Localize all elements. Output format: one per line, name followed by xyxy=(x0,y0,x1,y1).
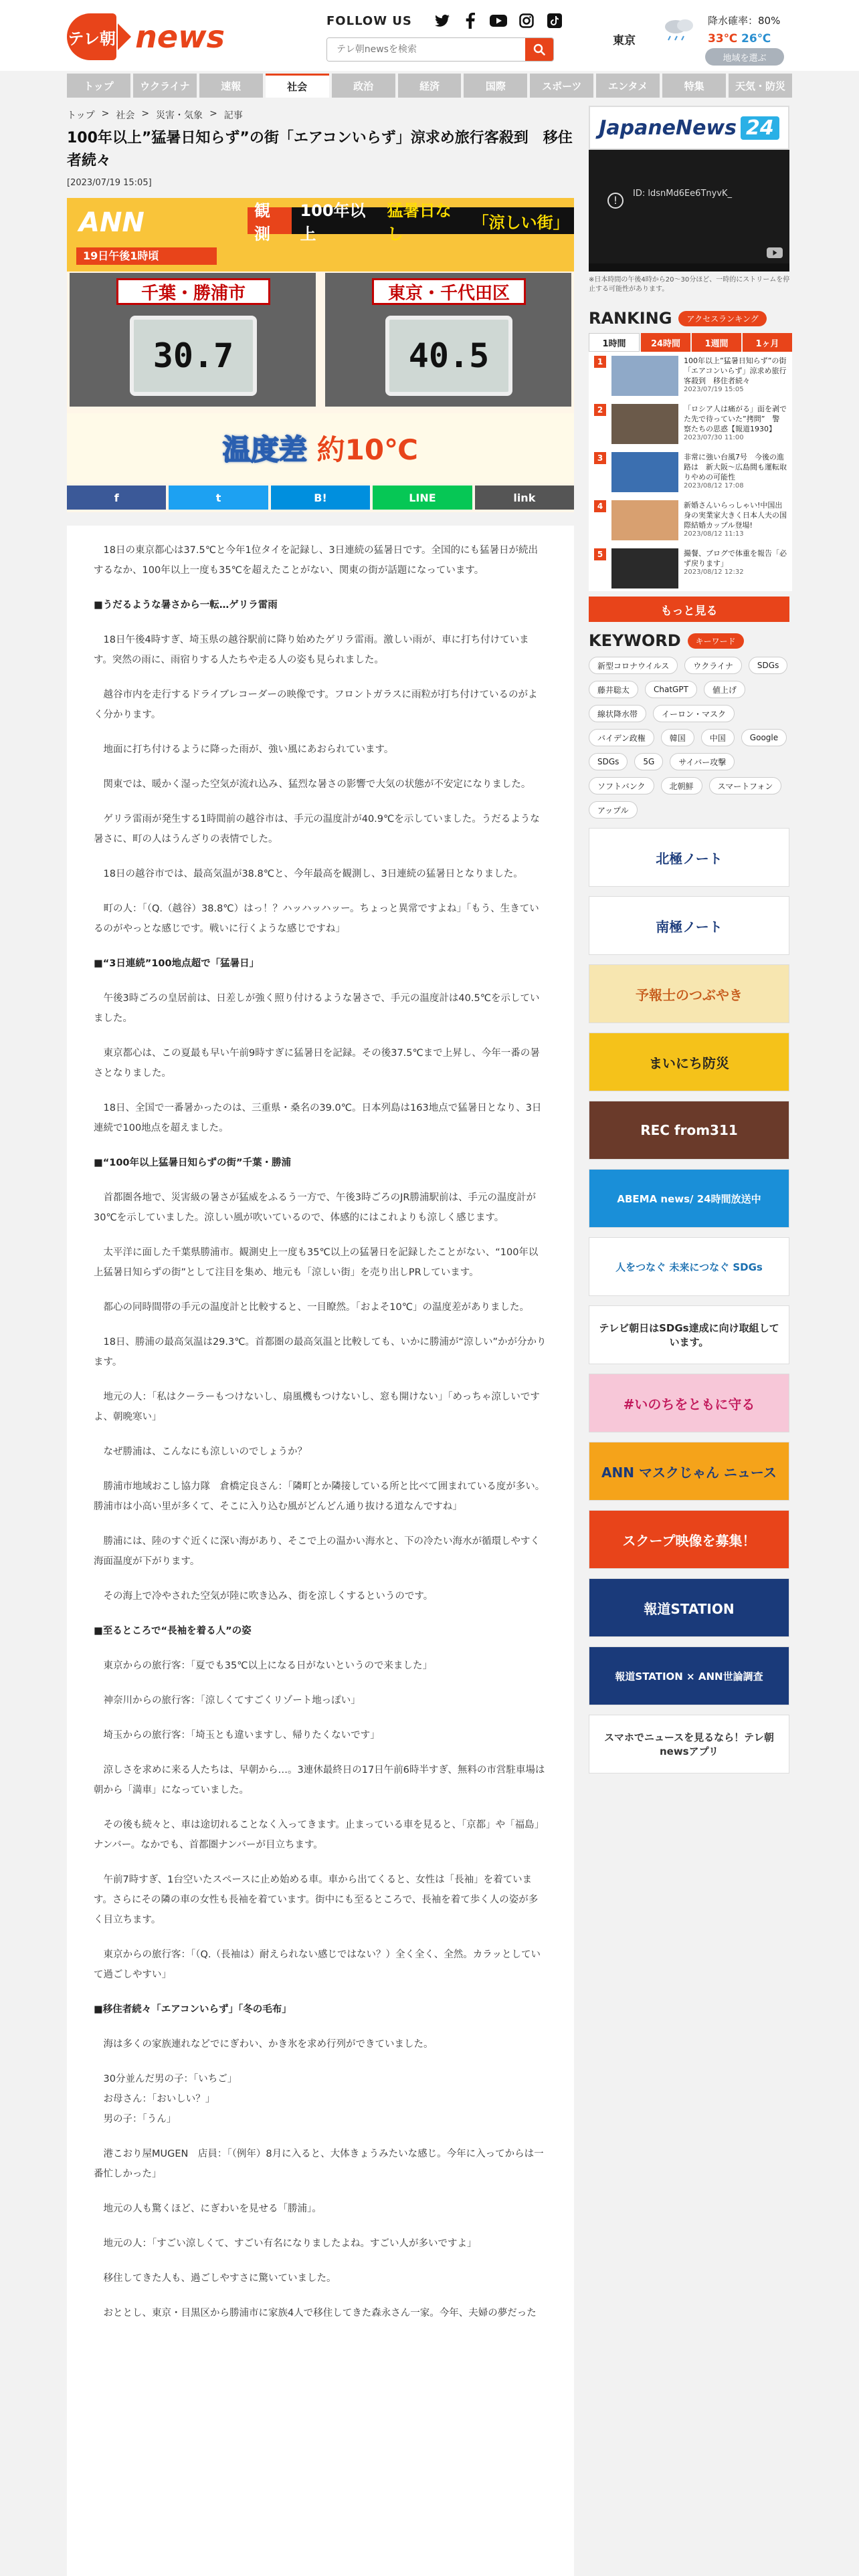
sidebar-banner[interactable]: 人をつなぐ 未来につなぐ SDGs xyxy=(589,1237,789,1296)
keyword-tag[interactable]: 中国 xyxy=(701,729,735,746)
keyword-tag[interactable]: SDGs xyxy=(589,753,628,770)
sidebar-banner[interactable]: #いのちをともに守る xyxy=(589,1374,789,1432)
ranking-item[interactable] xyxy=(594,500,787,543)
ranking-headline: 撮餐、ブログで体重を報告「必ず戻ります」 xyxy=(684,549,787,568)
twitter-icon[interactable] xyxy=(434,12,451,29)
ranking-text-block xyxy=(684,548,787,576)
ranking-date: 2023/08/12 17:08 xyxy=(684,482,744,490)
japannews24-player[interactable] xyxy=(589,106,789,272)
breadcrumb-item[interactable]: 社会 xyxy=(116,110,135,121)
ranking-list xyxy=(589,352,792,591)
rain-probability: 降水確率：80% xyxy=(708,15,781,27)
video-player[interactable] xyxy=(589,150,789,263)
temp-low: 26℃ xyxy=(741,32,771,45)
ranking-number: 3 xyxy=(594,452,606,464)
article-paragraph: 海は多くの家族連れなどでにぎわい、かき氷を求め行列ができていました。 xyxy=(94,2039,434,2050)
article-paragraph: 18日午後4時すぎ、埼玉県の越谷駅前に降り始めたゲリラ雷雨。激しい雨が、車に打ち付けています。突然の雨に、雨宿りする人たちや走る人の姿も見られました。 xyxy=(94,635,529,665)
sidebar-banner[interactable]: ANN マスクじゃん ニュース xyxy=(589,1442,789,1501)
warning-icon: ! xyxy=(607,193,624,209)
left-thermometer-panel xyxy=(70,273,316,407)
keyword-tag[interactable]: 新型コロナウイルス xyxy=(589,657,678,674)
ranking-number: 4 xyxy=(594,500,606,512)
article-paragraph: 太平洋に面した千葉県勝浦市。観測史上一度も35℃以上の猛暑日を記録したことがない、“100年以上猛暑日知らずの街”として注目を集め、地元も「涼しい街」を売り出しPRしています。 xyxy=(94,1247,539,1278)
article-paragraph: その後も続々と、車は途切れることなく入ってきます。止まっている車を見ると、「京都」や「福島」ナンバー。なかでも、首都圏ナンバーが目立ちます。 xyxy=(94,1820,545,1850)
article-body xyxy=(67,526,574,2576)
keyword-tag[interactable]: ChatGPT xyxy=(645,681,697,698)
keyword-tag[interactable]: ソフトバンク xyxy=(589,777,654,794)
article-subheading: ■“100年以上猛暑日知らずの街”千葉・勝浦 xyxy=(94,1158,292,1168)
keyword-tag[interactable]: 北朝鮮 xyxy=(661,777,702,794)
ranking-text-block xyxy=(684,356,787,393)
nav-item[interactable]: 速報 xyxy=(199,74,263,98)
region-select-button[interactable]: 地域を選ぶ xyxy=(705,48,784,66)
jn-note: ※日本時間の午後4時から20～30分ほど、一時的にストリームを停止する可能性があります。 xyxy=(589,276,790,293)
keyword-heading xyxy=(589,631,792,650)
banner-list xyxy=(589,828,792,1774)
keyword-title: KEYWORD xyxy=(589,631,681,650)
ranking-thumbnail xyxy=(611,404,678,444)
weather-city: 東京 xyxy=(613,34,636,47)
article-paragraph: 18日の東京都心は37.5℃と今年1位タイを記録し、3日連続の猛暑日です。全国的にも猛暑日が続出するなか、100年以上一度も35℃を超えたことがない、関東の街が話題になっています。 xyxy=(94,545,539,576)
keyword-tag[interactable]: Google xyxy=(741,729,787,746)
article-paragraph: なぜ勝浦は、こんなにも涼しいのでしょうか？ xyxy=(94,1446,307,1457)
article-paragraph: 午前7時すぎ、1台空いたスペースに止め始める車。車から出てくると、女性は「長袖」を着ています。さらにその隣の車の女性も長袖を着ています。街中にも至るところで、長袖を着て歩く人の姿が多く目立ちます。 xyxy=(94,1874,539,1925)
article-paragraph: 関東では、暖かく湿った空気が流れ込み、猛烈な暑さの影響で大気の状態が不安定になりました。 xyxy=(94,779,531,790)
ranking-heading xyxy=(589,309,792,328)
sidebar-banner[interactable]: ABEMA news/ 24時間放送中 xyxy=(589,1169,789,1228)
temperature-difference-caption xyxy=(67,413,574,483)
site-header xyxy=(0,0,859,71)
ranking-tabs xyxy=(589,333,792,352)
ranking-item[interactable] xyxy=(594,452,787,495)
banner-highlight: 猛暑日なし xyxy=(387,201,452,243)
ranking-thumbnail xyxy=(611,500,678,540)
article-paragraph: 神奈川からの旅行客：「涼しくてすごくリゾート地っぽい」 xyxy=(94,1695,361,1706)
ranking-text-block xyxy=(684,452,787,490)
article-paragraph: 地元の人：「すごい涼しくて、すごい有名になりましたよね。すごい人が多いですよ」 xyxy=(94,2238,477,2249)
keyword-tag[interactable]: サイバー攻撃 xyxy=(670,753,735,770)
keyword-tag[interactable]: 韓国 xyxy=(661,729,694,746)
breadcrumb xyxy=(67,108,243,122)
sidebar-banner[interactable]: 北極ノート xyxy=(589,828,789,887)
jn-title: JapaneNews xyxy=(599,116,737,140)
temp-diff-value: 約10℃ xyxy=(316,433,418,466)
left-city-label: 千葉・勝浦市 xyxy=(116,278,270,305)
logo-badge: テレ朝 xyxy=(67,13,116,60)
follow-label: FOLLOW US xyxy=(326,13,412,28)
keyword-tag[interactable]: 値上げ xyxy=(704,681,745,698)
nav-item[interactable]: ウクライナ xyxy=(133,74,197,98)
article-header xyxy=(67,127,575,188)
sidebar-banner[interactable]: スクープ映像を募集！ xyxy=(589,1510,789,1569)
banner-end: 「涼しい街」 xyxy=(472,213,569,232)
article-paragraph: 地元の人：「私はクーラーもつけないし、扇風機もつけないし、窓も開けない」「めっちゃ涼しいですよ、朝晩寒い」 xyxy=(94,1392,540,1422)
ann-logo: ANN xyxy=(79,207,145,238)
keyword-tag[interactable]: アップル xyxy=(589,801,638,819)
tiktok-icon[interactable] xyxy=(546,12,563,29)
japannews24-logo xyxy=(589,106,789,150)
ranking-number: 5 xyxy=(594,548,606,560)
search-icon xyxy=(533,43,545,56)
ranking-headline: 100年以上”猛暑日知らず”の街「エアコンいらず」涼求め旅行客殺到 移住者続々 xyxy=(684,356,787,385)
ranking-headline: 非常に強い台風7号 今後の進路は 新大阪～広島間も運転取りやめの可能性 xyxy=(684,453,787,481)
article-paragraph: 移住してきた人も、過ごしやすさに驚いていました。 xyxy=(94,2273,337,2284)
keyword-tag[interactable]: スマートフォン xyxy=(709,777,782,794)
article-paragraph: 午後3時ごろの皇居前は、日差しが強く照り付けるような暑さで、手元の温度計は40.5℃を示していました。 xyxy=(94,993,540,1024)
keyword-tag[interactable]: 藤井聡太 xyxy=(589,681,638,698)
video-error-text: ID: ldsnMd6Ee6TnyvK_ xyxy=(633,189,733,199)
temp-diff-text xyxy=(223,428,418,468)
global-nav xyxy=(67,74,792,98)
line-share-button[interactable]: LINE xyxy=(373,486,472,510)
sidebar-banner[interactable]: スマホでニュースを見るなら！テレ朝newsアプリ xyxy=(589,1715,789,1774)
cloudy-rain-icon xyxy=(660,15,700,41)
sidebar-banner[interactable]: まいにち防災 xyxy=(589,1033,789,1091)
ranking-tab[interactable]: 1週間 xyxy=(692,333,741,352)
breadcrumb-separator: > xyxy=(209,108,217,119)
ranking-date: 2023/07/19 15:05 xyxy=(684,386,744,393)
ranking-tab[interactable]: 24時間 xyxy=(641,333,690,352)
right-temperature: 40.5 xyxy=(385,316,512,396)
logo-text: news xyxy=(135,19,225,55)
sidebar-banner[interactable]: 報道STATION xyxy=(589,1578,789,1637)
article-paragraph: 30分並んだ男の子：「いちご」 お母さん：「おいしい？」 男の子：「うん」 xyxy=(103,2074,237,2125)
article-paragraph: 都心の同時間帯の手元の温度計と比較すると、一目瞭然。「およそ10℃」の温度差がありました。 xyxy=(94,1302,529,1313)
breadcrumb-item[interactable]: トップ xyxy=(67,110,95,121)
keyword-list xyxy=(589,657,789,819)
breadcrumb-item[interactable]: 災害・気象 xyxy=(156,110,203,121)
banner-main: 100年以上 xyxy=(300,201,366,243)
keyword-tag[interactable]: 線状降水帯 xyxy=(589,705,646,722)
jn-number: 24 xyxy=(741,116,779,140)
hero-top-band xyxy=(67,198,574,272)
ranking-date: 2023/07/30 11:00 xyxy=(684,434,744,441)
youtube-icon[interactable] xyxy=(490,12,507,29)
facebook-share-button[interactable]: f xyxy=(67,486,166,510)
search-input[interactable] xyxy=(327,38,525,61)
article-subheading: ■移住者続々「エアコンいらず」「冬の毛布」 xyxy=(94,2004,292,2015)
weather-widget xyxy=(605,5,789,66)
article-paragraph: 東京都心は、この夏最も早い午前9時すぎに猛暑日を記録。その後37.5℃まで上昇し、今年一番の暑さとなりました。 xyxy=(94,1048,540,1079)
ranking-number: 1 xyxy=(594,356,606,368)
instagram-icon[interactable] xyxy=(518,12,535,29)
right-city-label: 東京・千代田区 xyxy=(372,278,526,305)
article-subheading: ■“3日連続”100地点超で「猛暑日」 xyxy=(94,958,260,969)
article-paragraph: その海上で冷やされた空気が陸に吹き込み、街を涼しくするというのです。 xyxy=(94,1591,434,1602)
ann-time-caption: 19日午後1時頃 xyxy=(76,247,217,265)
article-paragraph: 18日、全国で一番暑かったのは、三重県・桑名の39.0℃。日本列島は163地点で猛暑日となり、3日連続で100地点を超えました。 xyxy=(94,1103,542,1134)
ranking-more-button[interactable]: もっと見る xyxy=(589,597,789,622)
hatena-share-button[interactable]: B! xyxy=(271,486,370,510)
ranking-date: 2023/08/12 11:13 xyxy=(684,530,744,538)
ranking-text-block xyxy=(684,500,787,538)
twitter-share-button[interactable]: t xyxy=(169,486,268,510)
breadcrumb-item: 記事 xyxy=(223,110,243,121)
ranking-headline: 新婚さんいらっしゃい!中国出身の実業家大きく日本人夫の国際結婚カップル登場! xyxy=(684,501,787,530)
article-paragraph: 町の人：「（Q.（越谷）38.8℃）はっ！？ハッハッハッー。ちょっと異常ですよね」「もう、生きているのがやっとな感じです。戦いに行くような感じですね」 xyxy=(94,903,539,934)
keyword-tag[interactable]: イーロン・マスク xyxy=(653,705,735,722)
banner-tag: 観測 xyxy=(248,207,292,234)
article-hero-image xyxy=(67,198,574,512)
sidebar-banner[interactable]: 南極ノート xyxy=(589,896,789,955)
keyword-tag[interactable]: バイデン政権 xyxy=(589,729,654,746)
article-paragraph: 地面に打ち付けるように降った雨が、強い風にあおられています。 xyxy=(94,744,394,755)
ranking-tab[interactable]: 1時間 xyxy=(589,333,640,352)
site-search xyxy=(326,37,554,62)
nav-item[interactable]: 社会 xyxy=(266,74,329,98)
right-thermometer-panel xyxy=(325,273,571,407)
ranking-item[interactable] xyxy=(594,548,787,591)
article-subheading: ■うだるような暑さから一転…ゲリラ雷雨 xyxy=(94,600,278,611)
article-subheading: ■至るところで“長袖を着る人”の姿 xyxy=(94,1626,252,1636)
keyword-pill: キーワード xyxy=(688,633,744,649)
sidebar-banner[interactable]: 予報士のつぶやき xyxy=(589,964,789,1023)
nav-item[interactable]: 経済 xyxy=(398,74,462,98)
keyword-tag[interactable]: ウクライナ xyxy=(684,657,742,674)
copy-link-button[interactable]: link xyxy=(475,486,574,510)
nav-item[interactable]: 特集 xyxy=(662,74,726,98)
site-logo[interactable] xyxy=(67,13,225,60)
nav-item[interactable]: 天気・防災 xyxy=(729,74,792,98)
ranking-thumbnail xyxy=(611,452,678,492)
search-button[interactable] xyxy=(525,38,553,61)
sidebar-banner[interactable]: 報道STATION × ANN世論調査 xyxy=(589,1646,789,1705)
nav-item[interactable]: エンタメ xyxy=(596,74,660,98)
article-title: 100年以上”猛暑日知らず”の街「エアコンいらず」涼求め旅行客殺到 移住者続々 xyxy=(67,130,573,169)
article-paragraph: 勝浦市地域おこし協力隊 倉橋定良さん：「隣町とか隣接している所と比べて囲まれている度が多い。勝浦市は小高い里が多くて、そこに入り込む風がどんどん通り抜ける道なんですね」 xyxy=(94,1481,545,1512)
breadcrumb-separator: > xyxy=(101,108,110,119)
nav-item[interactable]: 国際 xyxy=(464,74,527,98)
breadcrumb-separator: > xyxy=(141,108,150,119)
ranking-tab[interactable]: 1ヶ月 xyxy=(743,333,792,352)
article-paragraph: 東京からの旅行客：「夏でも35℃以上になる日がないというので来ました」 xyxy=(94,1660,432,1671)
youtube-icon[interactable] xyxy=(767,247,783,258)
ranking-item[interactable] xyxy=(594,356,787,399)
temp-diff-label: 温度差 xyxy=(223,433,308,466)
article-paragraph: 涼しさを求めに来る人たちは、早朝から…。3連休最終日の17日午前6時半すぎ、無料の市営駐車場は朝から「満車」になっていました。 xyxy=(94,1765,545,1796)
ranking-item[interactable] xyxy=(594,404,787,447)
article-paragraph: 勝浦には、陸のすぐ近くに深い海があり、そこで上の温かい海水と、下の冷たい海水が循環しやすく海面温度が下がります。 xyxy=(94,1536,540,1567)
ranking-date: 2023/08/12 12:32 xyxy=(684,568,744,576)
ranking-thumbnail xyxy=(611,548,678,588)
keyword-tag[interactable]: SDGs xyxy=(749,657,787,674)
ranking-thumbnail xyxy=(611,356,678,396)
sidebar xyxy=(589,106,792,1774)
article-paragraph: ゲリラ雷雨が発生する1時間前の越谷市は、手元の温度計が40.9℃を示していました。うだるような暑さに、町の人はうんざりの表情でした。 xyxy=(94,814,540,845)
sidebar-banner[interactable]: テレビ朝日はSDGs達成に向け取組しています。 xyxy=(589,1305,789,1364)
article-paragraph: 越谷市内を走行するドライブレコーダーの映像です。フロントガラスに雨粒が打ち付けているのがよく分かります。 xyxy=(94,689,538,720)
article-paragraph: 埼玉からの旅行客：「埼玉とも違いますし、帰りたくないです」 xyxy=(94,1730,380,1741)
hero-banner xyxy=(248,201,574,243)
logo-arrow-icon xyxy=(118,23,131,50)
facebook-icon[interactable] xyxy=(462,12,479,29)
ranking-pill: アクセスランキング xyxy=(678,311,766,326)
nav-item[interactable]: トップ xyxy=(67,74,130,98)
ranking-number: 2 xyxy=(594,404,606,416)
share-bar xyxy=(67,486,574,510)
article-paragraph: 港こおり屋MUGEN 店員：「（例年）8月に入ると、大体きょうみたいな感じ。今年に入ってからは一番忙しかった」 xyxy=(94,2149,544,2179)
ranking-headline: 「ロシア人は痛がる」面を剥でた先で待っていた”拷問” 警察たちの思惑【報道1930】 xyxy=(684,405,787,433)
ranking-title: RANKING xyxy=(589,309,672,328)
ranking-text-block xyxy=(684,404,787,441)
article-date: [2023/07/19 15:05] xyxy=(67,178,152,188)
nav-item[interactable]: 政治 xyxy=(332,74,395,98)
sidebar-banner[interactable]: REC from311 xyxy=(589,1101,789,1160)
article-paragraph: 東京からの旅行客：「（Q.（長袖は）耐えられない感じではない？）全く全く、全然。カラッとしていて過ごしやすい」 xyxy=(94,1949,541,1980)
article-paragraph: 首都圏各地で、災害級の暑さが猛威をふるう一方で、午後3時ごろのJR勝浦駅前は、手元の温度計が30℃を示していました。涼しい風が吹いているので、体感的にはこれよりも涼しく感じます。 xyxy=(94,1192,536,1223)
article-paragraph: 地元の人も驚くほど、にぎわいを見せる「勝浦」。 xyxy=(94,2204,322,2214)
article-paragraph: おととし、東京・目黒区から勝浦市に家族4人で移住してきた森永さん一家。今年、夫婦の夢だった xyxy=(94,2308,537,2319)
keyword-tag[interactable]: 5G xyxy=(634,753,663,770)
temp-high: 33℃ xyxy=(708,32,738,45)
article-paragraph: 18日の越谷市では、最高気温が38.8℃と、今年最高を観測し、3日連続の猛暑日となりました。 xyxy=(94,869,523,879)
follow-us xyxy=(326,12,563,29)
nav-item[interactable]: スポーツ xyxy=(530,74,593,98)
left-temperature: 30.7 xyxy=(130,316,257,396)
article-paragraph: 18日、勝浦の最高気温は29.3℃。首都圏の最高気温と比較しても、いかに勝浦が“涼しい”かが分かります。 xyxy=(94,1337,547,1368)
